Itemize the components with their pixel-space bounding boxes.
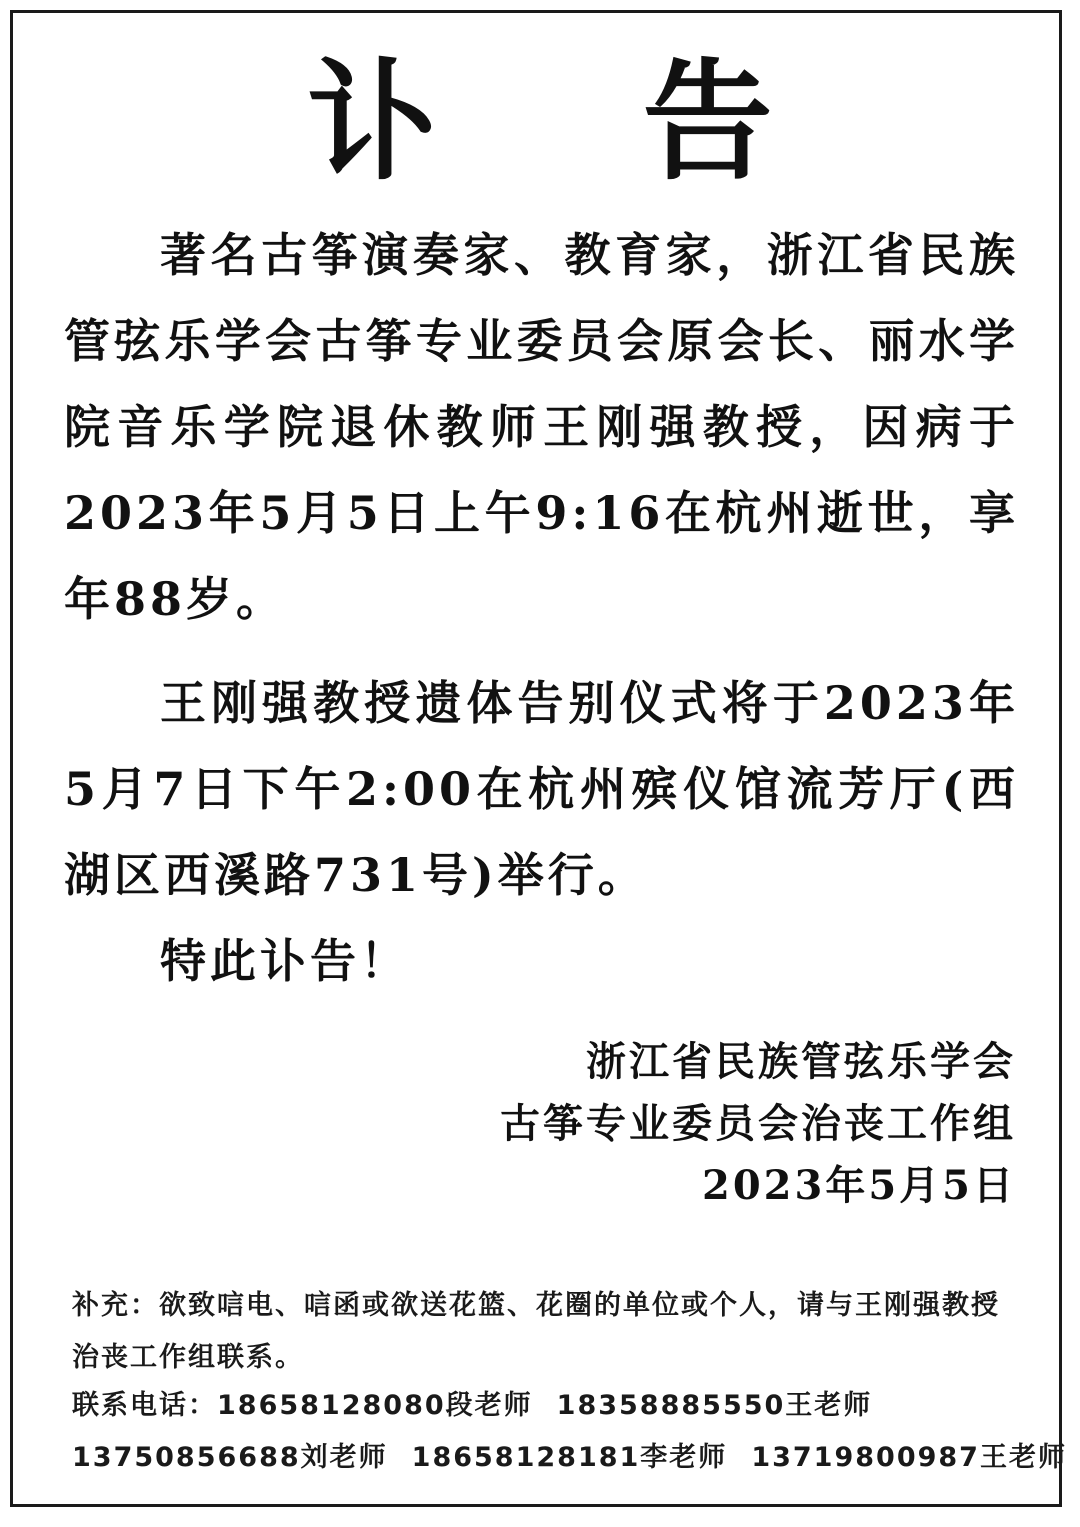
supplement-note: 补充：欲致唁电、唁函或欲送花篮、花圈的单位或个人，请与王刚强教授治丧工作组联系。	[72, 1290, 1000, 1373]
contact-entry: 18658128181李老师	[411, 1442, 728, 1473]
contact-entry: 13719800987王老师	[751, 1442, 1067, 1473]
signature-org-1: 浙江省民族管弦乐学会	[586, 1038, 1016, 1085]
paragraph-closing: 特此讣告！	[160, 934, 410, 988]
signature-date: 2023年5月5日	[702, 1162, 1016, 1209]
contact-block	[72, 1380, 1067, 1484]
paragraph-obituary: 著名古筝演奏家、教育家，浙江省民族管弦乐学会古筝专业委员会原会长、丽水学院音乐学院退休教师王刚强教授，因病于2023年5月5日上午9:16在杭州逝世，享年88岁。	[64, 228, 1019, 626]
notice-title: 讣 告	[307, 45, 853, 198]
contact-line-1	[72, 1380, 1017, 1432]
paragraph-farewell-ceremony: 王刚强教授遗体告别仪式将于2023年5月7日下午2:00在杭州殡仪馆流芳厅(西湖区西溪路731号)举行。	[64, 676, 1019, 902]
contact-line-2	[72, 1432, 1067, 1484]
contact-entry: 18658128080段老师	[217, 1390, 533, 1421]
contact-entry: 18358885550王老师	[556, 1390, 873, 1421]
contact-entry: 13750856688刘老师	[72, 1442, 388, 1473]
contact-label: 联系电话：	[72, 1390, 217, 1421]
signature-org-2: 古筝专业委员会治丧工作组	[500, 1100, 1016, 1147]
